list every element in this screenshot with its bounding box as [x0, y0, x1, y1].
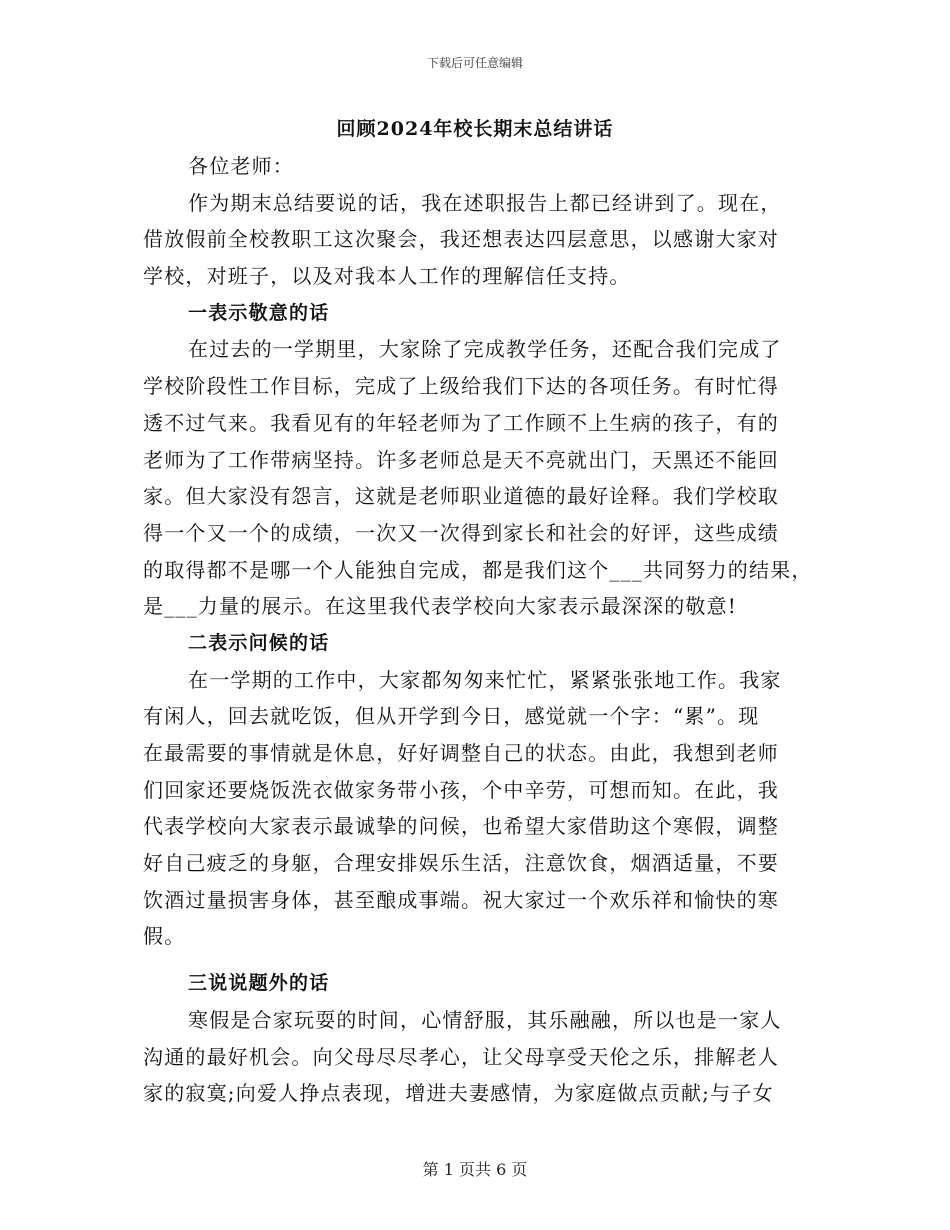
document-body: [143, 148, 813, 1112]
paragraph-line: 寒假是合家玩耍的时间，心情舒服，其乐融融，所以也是一家人: [188, 1007, 782, 1032]
paragraph-line: 在一学期的工作中，大家都匆匆来忙忙，紧紧张张地工作。我家: [188, 667, 782, 692]
section-heading-2: 二表示问候的话: [188, 631, 330, 654]
paragraph-line: 作为期末总结要说的话，我在述职报告上都已经讲到了。现在，: [188, 190, 782, 215]
paragraph-line: 老师为了工作带病坚持。许多老师总是天不亮就出门，天黑还不能回: [143, 447, 779, 472]
paragraph-line: 学校，对班子，以及对我本人工作的理解信任支持。: [143, 264, 631, 289]
paragraph-line: 家的寂寞;向爱人挣点表现，增进夫妻感情，为家庭做点贡献;与子女: [143, 1081, 774, 1106]
paragraph-line: 是___力量的展示。在这里我代表学校向大家表示最深深的敬意!: [143, 594, 738, 619]
greeting: 各位老师：: [188, 154, 294, 178]
paragraph-line: 在最需要的事情就是休息，好好调整自己的状态。由此，我想到老师: [143, 741, 779, 765]
section-heading-3: 三说说题外的话: [188, 972, 330, 995]
paragraph-line: 透不过气来。我看见有的年轻老师为了工作顾不上生病的孩子，有的: [143, 410, 779, 435]
paragraph-line: 学校阶段性工作目标，完成了上级给我们下达的各项任务。有时忙得: [143, 374, 779, 399]
paragraph-line: 沟通的最好机会。向父母尽尽孝心，让父母享受天伦之乐，排解老人: [143, 1044, 779, 1069]
paragraph-line: 有闲人，回去就吃饭，但从开学到今日，感觉就一个字：“累”。现: [143, 704, 760, 729]
paragraph-line: 代表学校向大家表示最诚挚的问候，也希望大家借助这个寒假，调整: [143, 814, 779, 839]
page-header: 下载后可任意编辑: [426, 56, 523, 70]
document-title: 回顾2024年校长期末总结讲话: [336, 118, 614, 140]
paragraph-line: 假。: [143, 924, 186, 949]
page-footer: 第 1 页共 6 页: [422, 1160, 528, 1179]
paragraph-line: 的取得都不是哪一个人能独自完成，都是我们这个___共同努力的结果，: [143, 557, 813, 582]
paragraph-line: 在过去的一学期里，大家除了完成教学任务，还配合我们完成了: [188, 337, 782, 362]
paragraph-line: 家。但大家没有怨言，这就是老师职业道德的最好诠释。我们学校取: [143, 484, 779, 509]
paragraph-line: 好自己疲乏的身躯，合理安排娱乐生活，注意饮食，烟酒适量，不要: [143, 851, 779, 876]
paragraph-line: 借放假前全校教职工这次聚会，我还想表达四层意思，以感谢大家对: [143, 227, 779, 252]
paragraph-line: 饮酒过量损害身体，甚至酿成事端。祝大家过一个欢乐祥和愉快的寒: [143, 887, 779, 912]
section-heading-1: 一表示敬意的话: [188, 301, 330, 324]
paragraph-line: 们回家还要烧饭洗衣做家务带小孩，个中辛劳，可想而知。在此，我: [143, 777, 779, 802]
paragraph-line: 得一个又一个的成绩，一次又一次得到家长和社会的好评，这些成绩: [143, 520, 779, 545]
